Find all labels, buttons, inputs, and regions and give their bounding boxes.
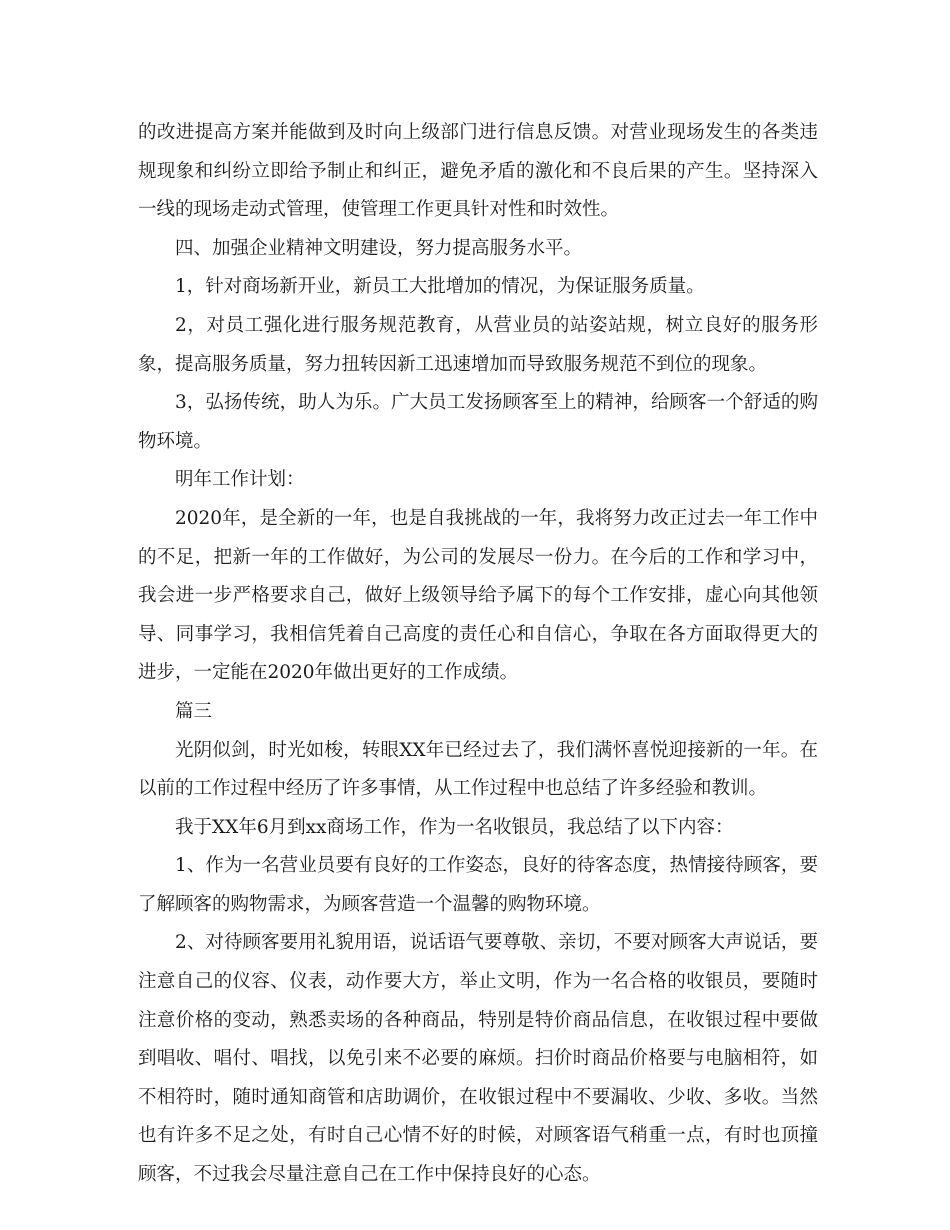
document-body: [138, 114, 818, 1195]
paragraph: 的改进提高方案并能做到及时向上级部门进行信息反馈。对营业现场发生的各类违规现象和纠纷立即给予制止和纠正，避免矛盾的激化和不良后果的产生。坚持深入一线的现场走动式管理，使管理工作更具针对性和时效性。: [138, 122, 818, 221]
paragraph: 2、对待顾客要用礼貌用语，说话语气要尊敬、亲切，不要对顾客大声说话，要注意自己的仪容、仪表，动作要大方，举止文明，作为一名合格的收银员，要随时注意价格的变动，熟悉卖场的各种商品，特别是特价商品信息，在收银过程中要做到唱收、唱付、唱找，以免引来不必要的麻烦。扫价时商品价格要与电脑相符，如不相符时，随时通知商管和店助调价，在收银过程中不要漏收、少收、多收。当然也有许多不足之处，有时自己心情不好的时候，对顾客语气稍重一点，有时也顶撞顾客，不过我会尽量注意自己在工作中保持良好的心态。: [138, 932, 818, 1186]
section-heading: 篇三: [175, 700, 213, 722]
paragraph: 2020年，是全新的一年，也是自我挑战的一年，我将努力改正过去一年工作中的不足，把新一年的工作做好，为公司的发展尽一份力。在今后的工作和学习中，我会进一步严格要求自己，做好上级领导给予属下的每个工作安排，虚心向其他领导、同事学习，我相信凭着自己高度的责任心和自信心，争取在各方面取得更大的进步，一定能在2020年做出更好的工作成绩。: [138, 507, 818, 684]
section-heading: 明年工作计划：: [175, 469, 305, 491]
paragraph: 2，对员工强化进行服务规范教育，从营业员的站姿站规，树立良好的服务形象，提高服务质量，努力扭转因新工迅速增加而导致服务规范不到位的现象。: [138, 314, 818, 375]
section-heading: 四、加强企业精神文明建设，努力提高服务水平。: [175, 237, 583, 259]
paragraph: 1、作为一名营业员要有良好的工作姿态，良好的待客态度，热情接待顾客，要了解顾客的购物需求，为顾客营造一个温馨的购物环境。: [138, 855, 818, 915]
paragraph: 我于XX年6月到xx商场工作，作为一名收银员，我总结了以下内容：: [175, 816, 734, 838]
paragraph: 3，弘扬传统，助人为乐。广大员工发扬顾客至上的精神，给顾客一个舒适的购物环境。: [138, 392, 818, 452]
paragraph: 1，针对商场新开业，新员工大批增加的情况，为保证服务质量。: [175, 276, 705, 298]
paragraph: 光阴似剑，时光如梭，转眼XX年已经过去了，我们满怀喜悦迎接新的一年。在以前的工作过程中经历了许多事情，从工作过程中也总结了许多经验和教训。: [138, 739, 818, 800]
